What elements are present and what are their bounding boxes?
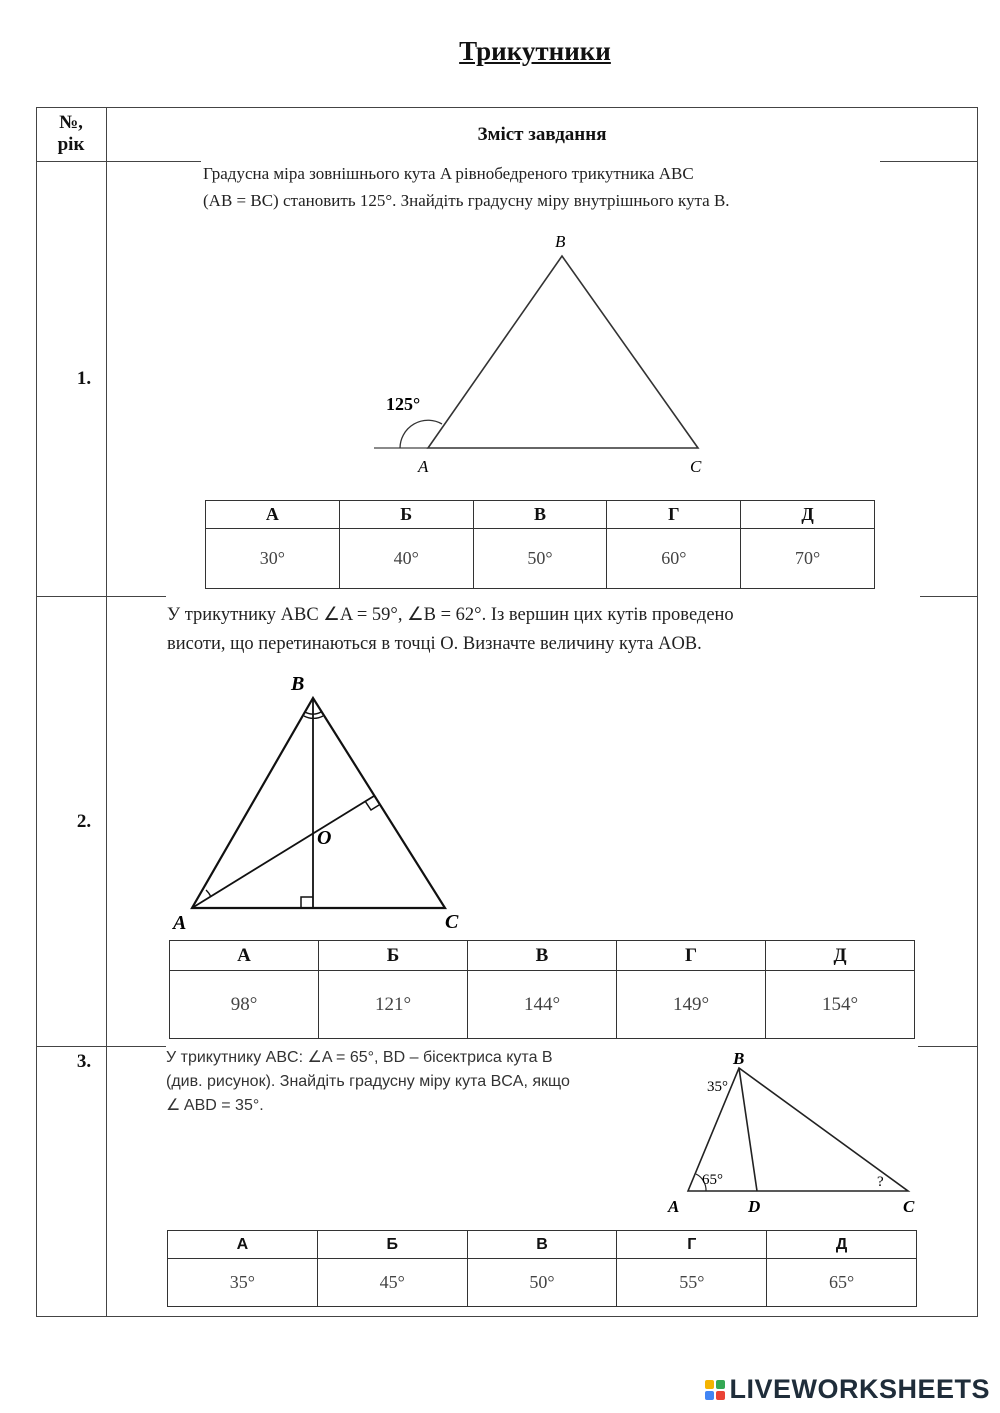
question-line: У трикутнику ABC ∠A = 59°, ∠B = 62°. Із вершин цих кутів проведено	[167, 605, 734, 625]
task-number: 2.	[76, 811, 92, 832]
triangle-figure	[165, 670, 475, 935]
option-letter: Б	[319, 941, 468, 971]
answer-options-table	[205, 500, 875, 589]
task-number: 1.	[76, 368, 92, 389]
option-value: 55°	[617, 1259, 767, 1307]
option-value: 154°	[766, 971, 915, 1039]
option-value: 70°	[741, 529, 875, 589]
option-value: 45°	[317, 1259, 467, 1307]
logo-text: LIVEWORKSHEETS	[729, 1374, 990, 1404]
option-letter: Г	[617, 941, 766, 971]
answer-options-table	[169, 940, 915, 1039]
option-value: 149°	[617, 971, 766, 1039]
header-number-year	[36, 108, 106, 162]
option-letter: Д	[766, 941, 915, 971]
angle-label: 35°	[707, 1079, 728, 1095]
option-letter: Д	[767, 1231, 917, 1259]
unknown-angle-label: ?	[877, 1174, 884, 1190]
task-question	[203, 160, 730, 214]
option-letter: В	[467, 1231, 617, 1259]
option-value: 50°	[473, 529, 607, 589]
altitude-from-a	[192, 796, 374, 908]
vertex-label-d: D	[748, 1197, 761, 1216]
logo-square	[716, 1380, 725, 1389]
question-line: У трикутнику ABC: ∠A = 65°, BD – бісектриса кута B	[166, 1049, 553, 1066]
logo-square	[716, 1391, 725, 1400]
task-question	[166, 1046, 570, 1118]
triangle-figure	[660, 1046, 925, 1221]
logo-square	[705, 1380, 714, 1389]
logo-square	[705, 1391, 714, 1400]
row-divider	[36, 1046, 166, 1047]
option-value: 50°	[467, 1259, 617, 1307]
option-letter: Г	[607, 501, 741, 529]
point-label-o: O	[317, 827, 332, 849]
option-value: 121°	[319, 971, 468, 1039]
question-line: висоти, що перетинаються в точці O. Визначте величину кута AOB.	[167, 634, 702, 654]
angle-arc	[206, 890, 211, 897]
vertex-label-c: C	[903, 1197, 915, 1216]
right-angle-mark	[365, 801, 379, 810]
question-line: Градусна міра зовнішнього кута A рівнобедреного трикутника ABC	[203, 164, 694, 183]
triangle-abc	[428, 256, 698, 448]
option-letter: А	[170, 941, 319, 971]
question-line: ∠ ABD = 35°.	[166, 1097, 264, 1114]
answer-options-table	[167, 1230, 917, 1307]
triangle-figure	[360, 228, 720, 483]
angle-arc	[400, 420, 442, 448]
vertex-label-b: B	[555, 232, 566, 251]
liveworksheets-logo-icon	[705, 1380, 725, 1400]
angle-label: 125°	[386, 394, 421, 414]
right-angle-mark	[301, 897, 313, 908]
option-value: 144°	[468, 971, 617, 1039]
option-letter: А	[206, 501, 340, 529]
row-divider	[920, 596, 978, 597]
row-divider	[36, 596, 166, 597]
row-divider	[918, 1046, 978, 1047]
option-value: 65°	[767, 1259, 917, 1307]
vertex-label-c: C	[445, 911, 459, 933]
vertex-label-b: B	[733, 1049, 745, 1068]
option-value: 30°	[206, 529, 340, 589]
vertex-label-c: C	[690, 457, 702, 476]
vertex-label-a: A	[668, 1197, 680, 1216]
column-divider	[106, 107, 107, 1317]
vertex-label-a: A	[173, 912, 187, 934]
table-bottom-border	[36, 1316, 978, 1317]
task-number: 3.	[76, 1051, 92, 1072]
option-letter: А	[168, 1231, 318, 1259]
bisector-bd	[739, 1068, 757, 1191]
angle-label: 65°	[702, 1172, 723, 1188]
question-line: (AB = BC) становить 125°. Знайдіть градусну міру внутрішнього кута B.	[203, 191, 730, 210]
option-letter: Г	[617, 1231, 767, 1259]
option-letter: Б	[339, 501, 473, 529]
option-letter: В	[473, 501, 607, 529]
option-letter: В	[468, 941, 617, 971]
header-task-content: Зміст завдання	[477, 124, 607, 145]
vertex-label-a: A	[418, 457, 429, 476]
question-line: (див. рисунок). Знайдіть градусну міру кута BCA, якщо	[166, 1073, 570, 1090]
option-letter: Д	[741, 501, 875, 529]
header-number-label: №, рік	[57, 112, 85, 155]
option-value: 98°	[170, 971, 319, 1039]
task-question	[167, 601, 734, 659]
option-value: 35°	[168, 1259, 318, 1307]
option-letter: Б	[317, 1231, 467, 1259]
liveworksheets-logo	[705, 1374, 990, 1405]
table-right-border	[977, 107, 978, 1317]
page-title: Трикутники	[459, 36, 611, 66]
triangle-abc	[192, 698, 445, 908]
table-left-border	[36, 107, 37, 1317]
option-value: 60°	[607, 529, 741, 589]
vertex-label-b: B	[291, 673, 305, 695]
option-value: 40°	[339, 529, 473, 589]
